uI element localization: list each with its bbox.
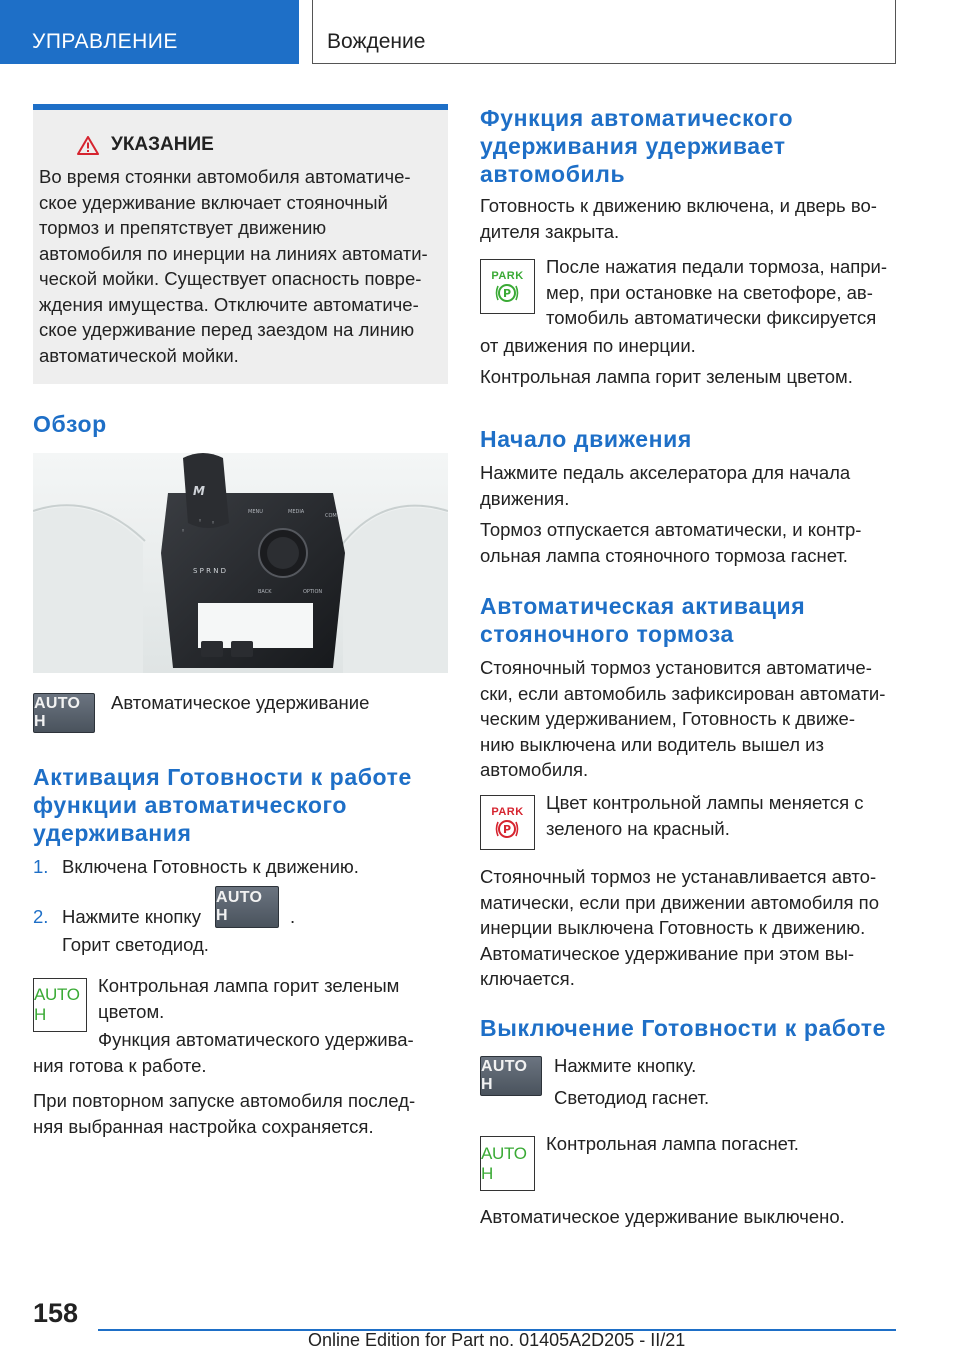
auto-h-button-inline-icon bbox=[215, 886, 279, 928]
park-circle-icon bbox=[494, 818, 520, 840]
text-line: ния готова к работе. bbox=[33, 1054, 207, 1076]
auto-park-p1 bbox=[480, 655, 885, 783]
start-p2 bbox=[480, 517, 861, 568]
text-line: инерции выключена Готовность к движению. bbox=[480, 917, 866, 938]
step-number: 1. bbox=[33, 856, 49, 877]
park-lamp-symbol bbox=[491, 270, 523, 304]
svg-text:COM: COM bbox=[325, 513, 337, 519]
text-line: Нажмите педаль акселератора для начала bbox=[480, 462, 851, 483]
holds-intro bbox=[480, 193, 877, 244]
activation-heading-line: удерживания bbox=[33, 820, 192, 846]
text-line: При повторном запуске автомобиля послед- bbox=[33, 1090, 416, 1111]
text-line: цветом. bbox=[98, 1000, 165, 1022]
text-line: После нажатия педали тормоза, напри- bbox=[546, 256, 888, 277]
text-line: зеленого на красный. bbox=[546, 817, 730, 839]
auto-h-button-icon bbox=[33, 693, 95, 733]
activation-step-2-text: Нажмите кнопку bbox=[62, 906, 201, 927]
header-chapter-label: Вождение bbox=[327, 30, 426, 53]
text-line: Стояночный тормоз не устанавливается авто- bbox=[480, 866, 877, 887]
holds-heading-line: удерживания удерживает bbox=[480, 133, 786, 159]
park-lamp-label: PARK bbox=[491, 805, 524, 818]
text-line: ольная лампа стояночного тормоза гаснет. bbox=[480, 544, 848, 566]
svg-text:◦: ◦ bbox=[198, 517, 203, 525]
text-line: няя выбранная настройка сохраняется. bbox=[33, 1115, 374, 1137]
footer-edition: Online Edition for Part no. 01405A2D205 - II/21 bbox=[308, 1330, 686, 1350]
svg-text:P: P bbox=[503, 286, 512, 300]
start-heading: Начало движения bbox=[480, 426, 692, 452]
warning-line: ждения имущества. Отключите автоматиче- bbox=[39, 293, 419, 315]
activation-step-2-period: . bbox=[290, 906, 296, 927]
park-circle-icon bbox=[494, 282, 520, 304]
text-line: Стояночный тормоз установится автоматиче- bbox=[480, 657, 872, 678]
warning-line: автоматической мойки. bbox=[39, 344, 239, 366]
deactivate-press: Нажмите кнопку. bbox=[554, 1055, 697, 1076]
activation-restart-text bbox=[33, 1088, 415, 1139]
warning-triangle-icon bbox=[77, 136, 99, 155]
deactivate-result: Автоматическое удерживание выключено. bbox=[480, 1206, 845, 1227]
step-number: 2. bbox=[33, 906, 49, 927]
svg-text:M: M bbox=[193, 484, 205, 498]
auto-h-button-label: AUTO H bbox=[481, 1058, 528, 1093]
header-section-tab bbox=[0, 0, 299, 64]
warning-text bbox=[39, 164, 443, 368]
text-line: движения. bbox=[480, 487, 570, 509]
holds-brake-text bbox=[546, 254, 887, 331]
park-lamp-symbol bbox=[491, 806, 523, 840]
svg-text:◦: ◦ bbox=[211, 519, 216, 527]
holds-lamp-green: Контрольная лампа горит зеленым цветом. bbox=[480, 366, 853, 387]
text-line: ческим удерживанием, Готовность к движе- bbox=[480, 708, 855, 729]
park-red-lamp-icon bbox=[480, 795, 535, 850]
park-lamp-label: PARK bbox=[491, 269, 524, 282]
warning-line: ское удерживание перед заездом на линию bbox=[39, 319, 415, 340]
text-line: Цвет контрольной лампы меняется с bbox=[546, 792, 864, 813]
holds-heading-line: автомобиль bbox=[480, 161, 626, 187]
text-line: ключается. bbox=[480, 968, 575, 989]
activation-step-1 bbox=[33, 854, 48, 880]
activation-step-2 bbox=[33, 904, 48, 930]
text-line: матически, если при движении автомобиля по bbox=[480, 891, 879, 913]
center-console-photo bbox=[33, 453, 448, 673]
auto-h-button-label: AUTO H bbox=[34, 695, 81, 730]
holds-brake-tail: от движения по инерции. bbox=[480, 335, 696, 356]
text-line: дителя закрыта. bbox=[480, 220, 620, 242]
start-p1 bbox=[480, 460, 850, 511]
text-line: Готовность к движению включена, и дверь во- bbox=[480, 195, 877, 216]
text-line: Тормоз отпускается автоматически, и контр- bbox=[480, 519, 862, 540]
svg-text:OPTION: OPTION bbox=[303, 589, 323, 595]
auto-park-heading-line: стояночного тормоза bbox=[480, 621, 734, 647]
warning-header bbox=[77, 134, 214, 156]
text-line: нию выключена или водитель вышел из bbox=[480, 733, 824, 755]
activation-step-1-text: Включена Готовность к движению. bbox=[62, 856, 359, 877]
svg-text:◦: ◦ bbox=[181, 527, 186, 535]
auto-h-button-label: AUTO H bbox=[216, 889, 263, 924]
auto-park-heading bbox=[480, 592, 896, 648]
warning-line: Во время стоянки автомобиля автоматиче- bbox=[39, 166, 411, 187]
holds-heading-line: Функция автоматического bbox=[480, 105, 794, 131]
warning-line: ческой мойки. Существует опасность повре- bbox=[39, 268, 422, 289]
svg-text:S P R N D: S P R N D bbox=[193, 567, 227, 575]
deactivate-heading: Выключение Готовности к работе bbox=[480, 1015, 887, 1041]
page-number: 158 bbox=[33, 1298, 79, 1328]
auto-park-p2 bbox=[480, 864, 879, 992]
warning-line: автомобиля по инерции на линиях автомати- bbox=[39, 242, 428, 264]
text-line: ски, если автомобиль зафиксирован автомати- bbox=[480, 682, 886, 704]
svg-text:BACK: BACK bbox=[258, 589, 272, 595]
svg-text:MEDIA: MEDIA bbox=[288, 509, 305, 515]
auto-h-caption: Автоматическое удерживание bbox=[111, 692, 370, 713]
auto-h-button-icon bbox=[480, 1056, 542, 1096]
warning-line: ское удерживание включает стояночный bbox=[39, 191, 388, 213]
svg-text:MENU: MENU bbox=[248, 509, 263, 515]
center-console-illustration bbox=[33, 453, 448, 673]
header-chapter-box bbox=[312, 0, 896, 64]
holds-heading bbox=[480, 104, 896, 188]
text-line: автомобиля. bbox=[480, 759, 589, 780]
activation-heading-line: Активация Готовности к работе bbox=[33, 764, 412, 790]
activation-step-2-result: Горит светодиод. bbox=[62, 934, 209, 955]
header-section-label: УПРАВЛЕНИЕ bbox=[32, 30, 178, 53]
text-line: Функция автоматического удержива- bbox=[98, 1029, 414, 1050]
activation-heading bbox=[33, 763, 448, 847]
deactivate-lamp-off: Контрольная лампа погаснет. bbox=[546, 1133, 799, 1154]
text-line: томобиль автоматически фиксируется bbox=[546, 307, 877, 328]
text-line: Автоматическое удерживание при этом вы- bbox=[480, 942, 855, 964]
auto-h-lamp-label: AUTO H bbox=[34, 985, 80, 1024]
park-green-lamp-icon bbox=[480, 259, 535, 314]
warning-title: УКАЗАНИЕ bbox=[111, 134, 214, 155]
activation-heading-line: функции автоматического bbox=[33, 792, 348, 818]
warning-box bbox=[33, 104, 448, 384]
svg-text:P: P bbox=[503, 822, 512, 836]
activation-lamp-text bbox=[98, 973, 399, 1024]
auto-park-lamp-change bbox=[546, 790, 864, 841]
warning-line: тормоз и препятствует движению bbox=[39, 217, 327, 238]
auto-h-lamp-label: AUTO H bbox=[481, 1143, 527, 1183]
deactivate-led-off: Светодиод гаснет. bbox=[554, 1087, 710, 1108]
auto-park-heading-line: Автоматическая активация bbox=[480, 593, 806, 619]
text-line: мер, при остановке на светофоре, ав- bbox=[546, 281, 873, 303]
text-line: Контрольная лампа горит зеленым bbox=[98, 975, 400, 996]
auto-h-green-lamp-icon bbox=[33, 978, 87, 1032]
auto-h-off-lamp-icon bbox=[480, 1136, 535, 1191]
activation-ready-text bbox=[33, 1027, 414, 1078]
overview-heading: Обзор bbox=[33, 411, 107, 437]
